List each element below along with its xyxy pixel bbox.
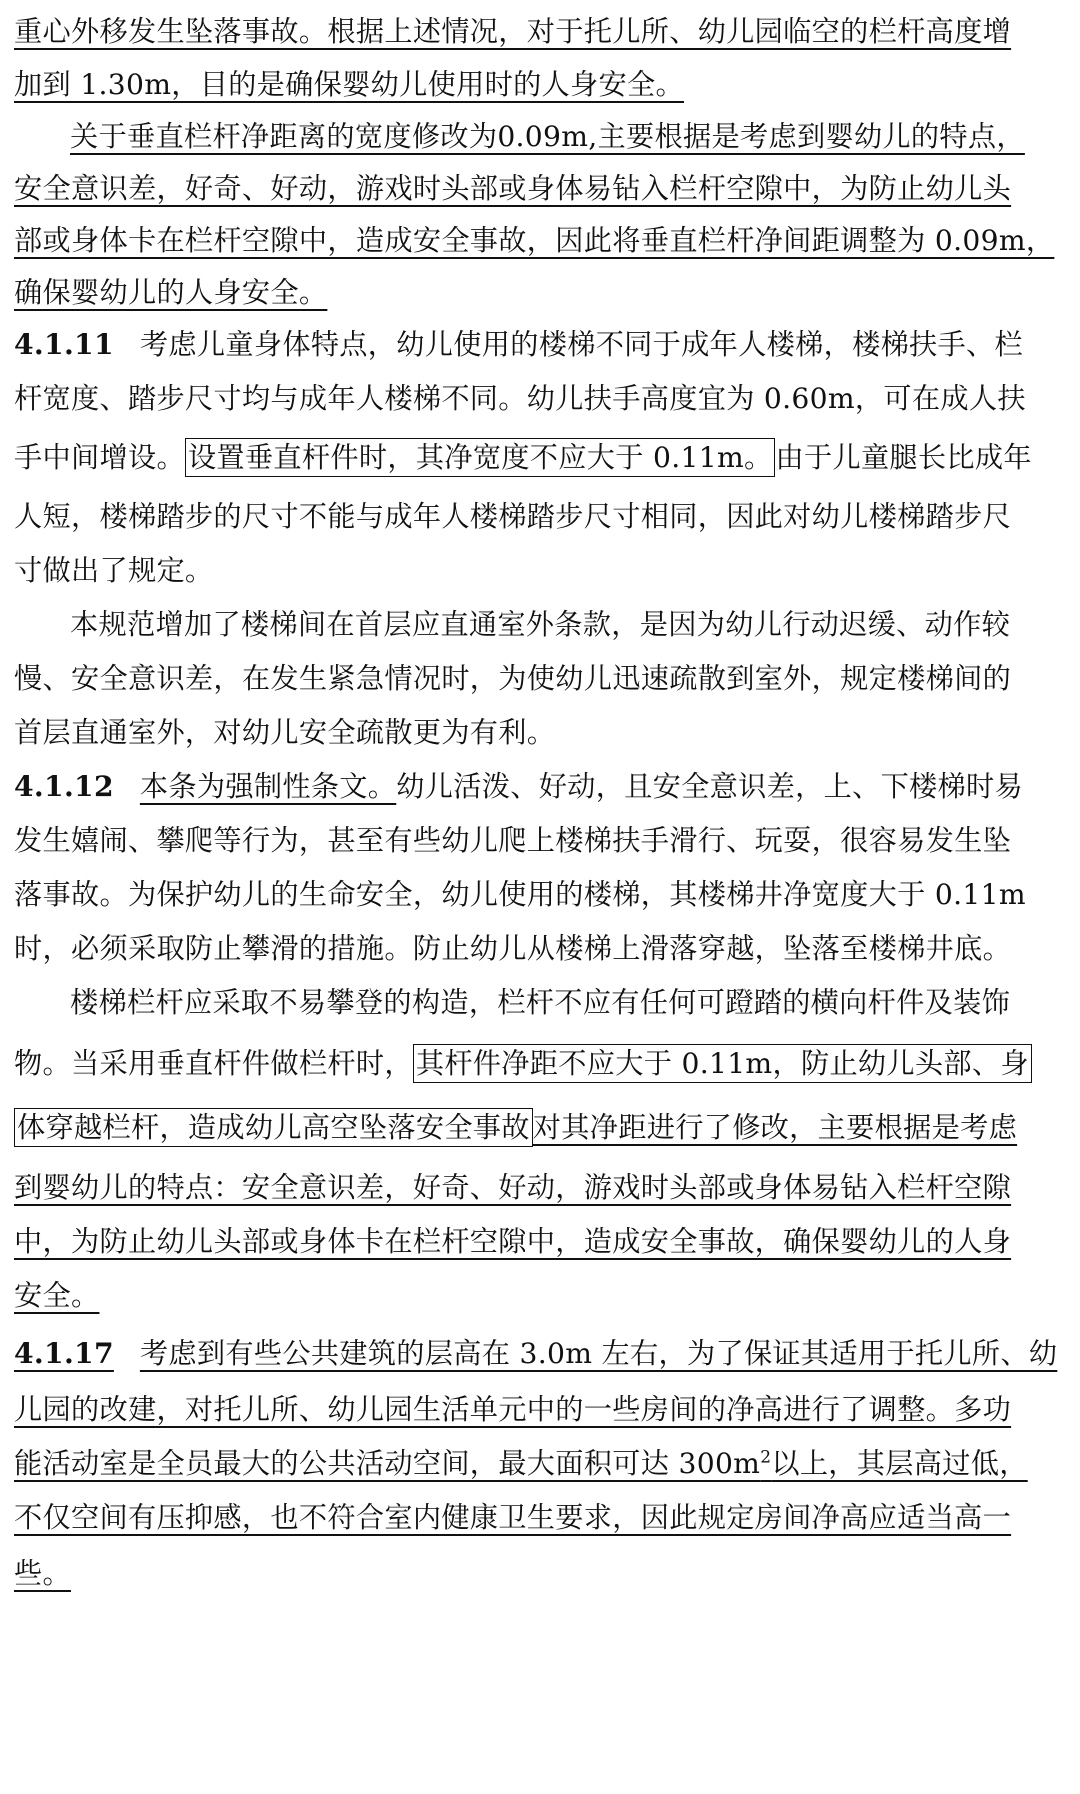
clause-number: 4.1.17 xyxy=(14,1337,114,1370)
clause-text: 落事故。为保护幼儿的生命安全，幼儿使用的楼梯，其楼梯井净宽度大于 0.11m xyxy=(14,878,1026,911)
clause-text: 幼儿活泼、好动，且安全意识差，上、下楼梯时易 xyxy=(396,770,1024,803)
revised-text: 对其净距进行了修改，主要根据是考虑 xyxy=(532,1111,1018,1144)
clause-number: 4.1.12 xyxy=(14,770,114,803)
text-line xyxy=(14,213,1054,269)
clause-number: 4.1.11 xyxy=(14,328,114,361)
boxed-mandatory-text: 体穿越栏杆，造成幼儿高空坠落安全事故 xyxy=(14,1108,533,1147)
text-line xyxy=(14,597,1010,653)
revised-text: 关于垂直栏杆净距离的宽度修改为0.09m,主要根据是考虑到婴幼儿的特点， xyxy=(70,120,1025,153)
text-line xyxy=(14,1036,1032,1092)
text-line xyxy=(14,1546,71,1602)
revised-text: 重心外移发生坠落事故。根据上述情况，对于托儿所、幼儿园临空的栏杆高度增 xyxy=(14,15,1012,48)
text-line xyxy=(14,1382,1011,1438)
revised-text: 到婴幼儿的特点：安全意识差，好奇、好动，游戏时头部或身体易钻入栏杆空隙 xyxy=(14,1171,1012,1204)
text-line xyxy=(14,867,1026,923)
revised-text: 部或身体卡在栏杆空隙中，造成安全事故，因此将垂直栏杆净间距调整为 0.09m， xyxy=(14,224,1055,257)
revised-text: 加到 1.30m，目的是确保婴幼儿使用时的人身安全。 xyxy=(14,68,684,101)
text-line xyxy=(14,1214,1011,1270)
revised-text: 确保婴幼儿的人身安全。 xyxy=(14,276,328,309)
body-text: 首层直通室外，对幼儿安全疏散更为有利。 xyxy=(14,716,556,749)
text-line xyxy=(14,109,1025,165)
text-line xyxy=(14,1436,1028,1492)
revised-text: 安全。 xyxy=(14,1279,100,1312)
text-line xyxy=(14,813,1011,869)
clause-text: 发生嬉闹、攀爬等行为，甚至有些幼儿爬上楼梯扶手滑行、玩耍，很容易发生坠 xyxy=(14,824,1012,857)
revised-text: 考虑到有些公共建筑的层高在 3.0m 左右，为了保证其适用于托儿所、幼 xyxy=(139,1337,1058,1370)
text-line xyxy=(14,4,1011,60)
revised-text: 些。 xyxy=(14,1557,71,1590)
text-line xyxy=(14,317,1023,373)
text-line xyxy=(14,161,1011,217)
text-line xyxy=(14,759,1023,815)
text-line xyxy=(14,543,213,599)
boxed-mandatory-text: 设置垂直杆件时，其净宽度不应大于 0.11m。 xyxy=(185,438,776,477)
text-line xyxy=(14,1490,1011,1546)
text-line xyxy=(14,921,1011,977)
clause-text: 考虑儿童身体特点，幼儿使用的楼梯不同于成年人楼梯，楼梯扶手、栏 xyxy=(139,328,1024,361)
text-line xyxy=(14,371,1026,427)
text-line xyxy=(14,705,555,761)
body-text: 本规范增加了楼梯间在首层应直通室外条款，是因为幼儿行动迟缓、动作较 xyxy=(70,608,1011,641)
mandatory-note: 本条为强制性条文。 xyxy=(139,770,397,803)
revised-text: 能活动室是全员最大的公共活动空间，最大面积可达 300m xyxy=(14,1447,761,1480)
revised-text: 安全意识差，好奇、好动，游戏时头部或身体易钻入栏杆空隙中，为防止幼儿头 xyxy=(14,172,1012,205)
text-line xyxy=(14,489,1011,545)
text-line xyxy=(14,975,1010,1031)
clause-text: 杆宽度、踏步尺寸均与成年人楼梯不同。幼儿扶手高度宜为 0.60m，可在成人扶 xyxy=(14,382,1026,415)
body-text: 物。当采用垂直杆件做栏杆时， xyxy=(14,1047,413,1080)
revised-text: 中，为防止幼儿头部或身体卡在栏杆空隙中，造成安全事故，确保婴幼儿的人身 xyxy=(14,1225,1012,1258)
text-line xyxy=(14,57,684,113)
text-line xyxy=(14,1268,99,1324)
clause-text: 时，必须采取防止攀滑的措施。防止幼儿从楼梯上滑落穿越，坠落至楼梯井底。 xyxy=(14,932,1012,965)
revised-text: 儿园的改建，对托儿所、幼儿园生活单元中的一些房间的净高进行了调整。多功 xyxy=(14,1393,1012,1426)
revised-text: 以上，其层高过低， xyxy=(771,1447,1028,1480)
text-line xyxy=(14,1100,1017,1156)
text-line xyxy=(14,651,1011,707)
clause-text: 人短，楼梯踏步的尺寸不能与成年人楼梯踏步尺寸相同，因此对幼儿楼梯踏步尺 xyxy=(14,500,1012,533)
text-line xyxy=(14,1160,1011,1216)
boxed-mandatory-text: 其杆件净距不应大于 0.11m，防止幼儿头部、身 xyxy=(413,1044,1032,1083)
text-line xyxy=(14,1326,1057,1382)
clause-text: 手中间增设。 xyxy=(14,441,185,474)
body-text: 慢、安全意识差，在发生紧急情况时，为使幼儿迅速疏散到室外，规定楼梯间的 xyxy=(14,662,1012,695)
clause-text: 寸做出了规定。 xyxy=(14,554,214,587)
text-line xyxy=(14,265,327,321)
revised-text: 不仅空间有压抑感，也不符合室内健康卫生要求，因此规定房间净高应适当高一 xyxy=(14,1501,1012,1534)
superscript: 2 xyxy=(760,1447,772,1468)
clause-text: 由于儿童腿长比成年 xyxy=(775,441,1032,474)
body-text: 楼梯栏杆应采取不易攀登的构造，栏杆不应有任何可蹬踏的横向杆件及装饰 xyxy=(70,986,1011,1019)
text-line xyxy=(14,430,1032,486)
